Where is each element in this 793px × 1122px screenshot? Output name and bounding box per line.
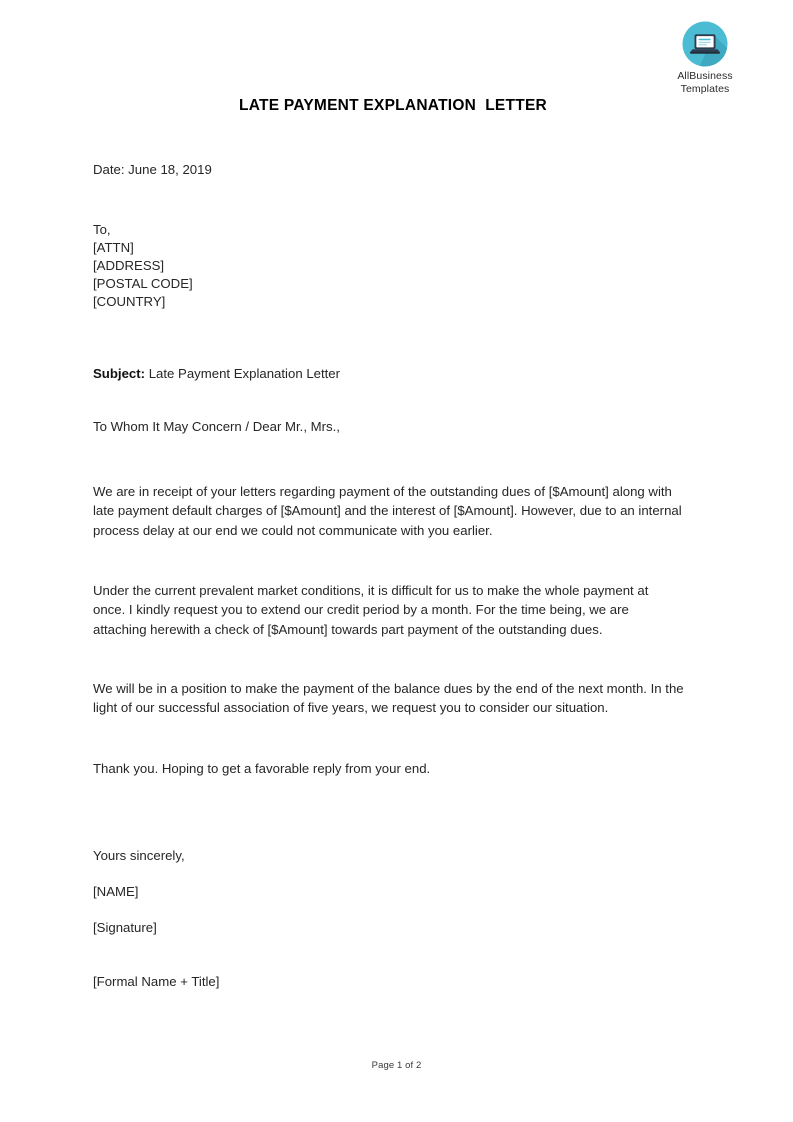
salutation-line: To Whom It May Concern / Dear Mr., Mrs., (93, 419, 340, 434)
subject-value: Late Payment Explanation Letter (145, 366, 341, 381)
page-footer: Page 1 of 2 (371, 1060, 422, 1071)
recipient-address-block (93, 221, 693, 311)
subject-block (93, 365, 693, 383)
recipient-line-to: To, (93, 222, 111, 237)
body-paragraph-1 (93, 482, 694, 540)
body-paragraph-4 (93, 759, 693, 778)
recipient-line-attn: [ATTN] (93, 240, 134, 255)
subject-label: Subject: (93, 366, 146, 381)
paragraph-text: Thank you. Hoping to get a favorable reply from your end. (93, 761, 431, 776)
brand-name-line1: AllBusiness (677, 70, 733, 82)
salutation-block (93, 418, 693, 436)
paragraph-text: Under the current prevalent market conditions, it is difficult for us to make the whole payment at once. I kindly request you to extend our credit period by a month. For the time being, we are attaching herewith a check of [$Amount] towards part payment of the outstanding dues. (93, 583, 649, 637)
recipient-line-postal-code: [POSTAL CODE] (93, 276, 193, 291)
brand-name (657, 70, 753, 95)
recipient-line-address: [ADDRESS] (93, 258, 165, 273)
date-line-block (93, 161, 693, 179)
recipient-line-country: [COUNTRY] (93, 294, 166, 309)
page-title: LATE PAYMENT EXPLANATION LETTER (239, 97, 547, 114)
brand-name-line2: Templates (680, 82, 730, 95)
paragraph-text: We will be in a position to make the payment of the balance dues by the end of the next month. In the light of our successful association of five years, we request you to consider our situation. (93, 681, 684, 716)
brand-logo (657, 20, 753, 95)
closing-name: [NAME] (93, 884, 139, 899)
body-paragraph-3 (93, 679, 688, 718)
body-paragraph-2 (93, 581, 683, 639)
closing-valediction: Yours sincerely, (93, 848, 185, 863)
paragraph-text: We are in receipt of your letters regarding payment of the outstanding dues of [$Amount] along with late payment default charges of [$Amount] and the interest of [$Amount]. However, due to an internal process delay at our end we could not communicate with you earlier. (93, 484, 682, 538)
date-line: Date: June 18, 2019 (93, 162, 212, 177)
closing-signature: [Signature] (93, 920, 157, 935)
closing-block (93, 847, 693, 991)
laptop-circle-icon (681, 20, 729, 68)
subject-line (93, 365, 693, 383)
closing-formal-name-title: [Formal Name + Title] (93, 974, 220, 989)
